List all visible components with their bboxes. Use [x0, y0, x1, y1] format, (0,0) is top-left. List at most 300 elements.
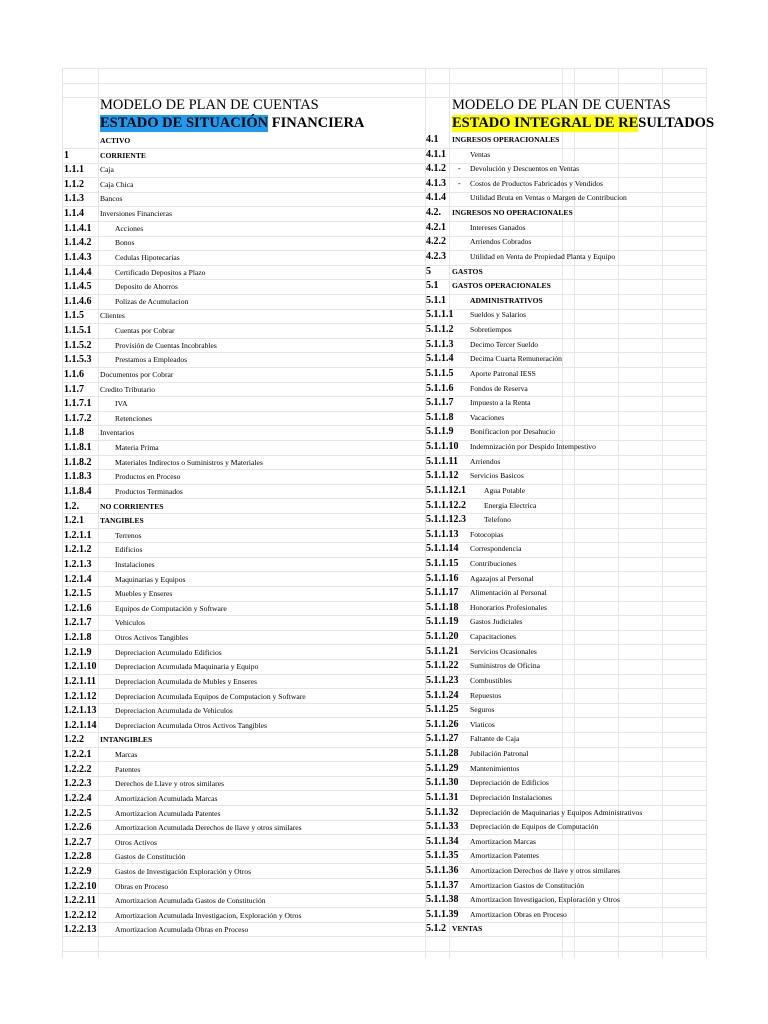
- account-label: Depreciacion Acumulada de Vehiculos: [115, 706, 233, 716]
- left-account-row: [64, 836, 424, 851]
- account-label: Cuentas por Cobrar: [115, 326, 175, 336]
- account-code: 1.2.2.6: [64, 822, 92, 834]
- account-code: 5.1.1.29: [426, 762, 459, 774]
- account-label: NO CORRIENTES: [100, 501, 164, 511]
- account-label: Impuesto a la Renta: [470, 398, 531, 408]
- account-code: 5.1.1.20: [426, 631, 459, 643]
- account-code: 1.1.7.2: [64, 412, 92, 424]
- account-code: 1.1.4.2: [64, 237, 92, 249]
- right-account-row: [426, 279, 726, 294]
- account-code: 5.1.2: [426, 923, 446, 935]
- left-account-row: [64, 807, 424, 822]
- account-code: 5.1.1.17: [426, 587, 459, 599]
- account-label: Jubilación Patronal: [470, 749, 529, 759]
- account-label: Combustibles: [470, 675, 512, 685]
- account-label: INGRESOS OPERACIONALES: [452, 135, 560, 144]
- right-account-row: [426, 382, 726, 397]
- left-title: [100, 97, 319, 114]
- left-account-row: [64, 456, 424, 471]
- left-account-row: [64, 485, 424, 500]
- account-label: GASTOS: [452, 266, 483, 276]
- account-label: Productos Terminados: [115, 486, 183, 496]
- account-code: 1.1.8.2: [64, 456, 92, 468]
- right-account-row: [426, 177, 726, 192]
- account-code: 1.1.8: [64, 427, 84, 439]
- account-label: Amortizacion Marcas: [470, 836, 536, 846]
- account-code: 1.2.1.5: [64, 588, 92, 600]
- left-account-row: [64, 880, 424, 895]
- account-code: 5.1.1.12.3: [426, 514, 466, 526]
- left-account-row: [64, 675, 424, 690]
- account-label: Decima Cuarta Remuneración: [470, 354, 562, 364]
- account-label: Intereses Ganados: [470, 222, 526, 232]
- account-label: Bonificacion por Desahucio: [470, 427, 556, 437]
- right-account-row: [426, 630, 726, 645]
- right-subtitle-highlight-text: ESTADO INTEGRAL DE RE: [452, 115, 639, 131]
- right-account-row: [426, 499, 726, 514]
- account-label: VENTAS: [452, 924, 483, 934]
- account-code: 1.1.2: [64, 178, 84, 190]
- left-subtitle-highlight: [100, 115, 268, 132]
- account-label: Productos en Proceso: [115, 472, 181, 482]
- account-code: 5.1.1.15: [426, 557, 459, 569]
- left-title-text: MODELO DE PLAN DE CUENTAS: [100, 97, 319, 113]
- account-code: 5.1.1.33: [426, 821, 459, 833]
- left-account-row: [64, 383, 424, 398]
- account-code: 1.2.2.8: [64, 851, 92, 863]
- account-label: Clientes: [100, 311, 125, 321]
- account-label: Amortizacion Investigacion, Exploración y Otros: [470, 895, 620, 905]
- account-label: CORRIENTE: [100, 150, 146, 160]
- left-account-row: [64, 236, 424, 251]
- account-code: 1.2.1.13: [64, 705, 97, 717]
- account-code: 1.2.1: [64, 515, 84, 527]
- account-code: 5.1.1.37: [426, 879, 459, 891]
- account-label: Depreciación de Maquinarias y Equipos Administrativos: [470, 807, 643, 817]
- left-account-row: [64, 660, 424, 675]
- account-label: Equipos de Computación y Software: [115, 603, 227, 613]
- left-subtitle-highlight-text: ESTADO DE SITUACIÓN: [100, 115, 269, 131]
- account-code: 1.1.1: [64, 164, 84, 176]
- account-label: Amortizacion Acumulada Obras en Proceso: [115, 925, 249, 935]
- right-account-row: [426, 820, 726, 835]
- left-account-row: [64, 690, 424, 705]
- left-account-row: [64, 163, 424, 178]
- right-account-row: [426, 776, 726, 791]
- left-account-row: [64, 777, 424, 792]
- account-label: Amortizacion Derechos de llave y otros similares: [470, 866, 621, 875]
- right-account-row: [426, 849, 726, 864]
- right-account-row: [426, 425, 726, 440]
- account-code: 1.1.5.1: [64, 325, 92, 337]
- right-account-row: [426, 148, 726, 163]
- account-label: Utilidad Bruta en Ventas o Margen de Contribucion: [470, 193, 627, 203]
- right-account-row: [426, 352, 726, 367]
- right-account-row: [426, 542, 726, 557]
- left-account-row: [64, 558, 424, 573]
- right-account-row: [426, 367, 726, 382]
- account-label: Vacaciones: [470, 412, 505, 422]
- account-code: 1.2.1.11: [64, 675, 96, 687]
- gridline-horizontal: [62, 68, 706, 69]
- account-code: 5.1.1.27: [426, 733, 459, 745]
- account-code: 5.1.1.6: [426, 382, 454, 394]
- account-label: Indemnización por Despido Intempestivo: [470, 442, 596, 452]
- account-label: Certificado Depositos a Plazo: [115, 267, 206, 277]
- account-code: 1.2.1.7: [64, 617, 92, 629]
- account-label: Patentes: [115, 764, 141, 774]
- account-code: 1.2.1.14: [64, 719, 97, 731]
- right-title-text: MODELO DE PLAN DE CUENTAS: [452, 97, 671, 113]
- account-label: Caja: [100, 165, 114, 175]
- account-label: IVA: [115, 399, 128, 409]
- account-label: Caja Chica: [100, 179, 134, 189]
- account-code: 5.1.1.18: [426, 601, 459, 613]
- right-account-row: [426, 411, 726, 426]
- account-code: 1.2.2.4: [64, 792, 92, 804]
- account-label: Contribuciones: [470, 558, 517, 568]
- left-account-row: [64, 295, 424, 310]
- account-code: 1.1.8.3: [64, 471, 92, 483]
- right-account-row: [426, 221, 726, 236]
- account-label: Derechos de Llave y otros similares: [115, 779, 225, 789]
- right-account-row: [426, 484, 726, 499]
- account-label: Vehiculos: [115, 618, 145, 628]
- account-code: 5.1.1.21: [426, 645, 459, 657]
- right-account-row: [426, 615, 726, 630]
- right-account-row: [426, 762, 726, 777]
- account-label: Honorarios Profesionales: [470, 602, 547, 612]
- account-code: 1.2.1.3: [64, 558, 92, 570]
- account-label: Bonos: [115, 238, 135, 248]
- account-label: Gastos de Investigación Exploración y Otros: [115, 867, 252, 876]
- right-account-row: [426, 703, 726, 718]
- left-account-row: [64, 646, 424, 661]
- account-code: 5.1.1.7: [426, 397, 454, 409]
- account-code: 5.1.1.31: [426, 791, 459, 803]
- account-code: 5.1.1.4: [426, 353, 454, 365]
- account-label: Decimo Tercer Sueldo: [470, 339, 539, 349]
- right-account-row: [426, 513, 726, 528]
- account-label: Provisión de Cuentas Incobrables: [115, 340, 217, 350]
- right-account-row: [426, 308, 726, 323]
- account-label: Devolución y Descuentos en Ventas: [470, 164, 580, 174]
- left-account-row: [64, 514, 424, 529]
- account-label: Maquinarias y Equipos: [115, 574, 186, 584]
- account-code: 4.1.4: [426, 192, 446, 204]
- right-title: [452, 97, 671, 114]
- account-code: 1.1.6: [64, 368, 84, 380]
- account-code: 5.1.1.11: [426, 455, 458, 467]
- right-account-row: [426, 250, 726, 265]
- account-code: 5.1.1.39: [426, 908, 459, 920]
- account-code: 1.1.8.4: [64, 485, 92, 497]
- account-code: 1.2.2.9: [64, 866, 92, 877]
- left-account-row: [64, 923, 424, 938]
- left-account-row: [64, 719, 424, 734]
- right-account-row: [426, 879, 726, 894]
- account-label: Otros Activos Tangibles: [115, 633, 189, 643]
- right-account-row: [426, 922, 726, 937]
- right-account-row: [426, 440, 726, 455]
- right-account-row: [426, 659, 726, 674]
- right-account-row: [426, 835, 726, 850]
- account-code: 5.1.1.12.1: [426, 484, 466, 496]
- account-code: 5.1.1.32: [426, 806, 459, 818]
- left-account-row: [64, 426, 424, 441]
- account-label: Agazajos al Personal: [470, 573, 534, 583]
- right-account-row: [426, 806, 726, 821]
- right-account-row: [426, 396, 726, 411]
- right-account-row: [426, 791, 726, 806]
- account-code: 5.1.1.3: [426, 338, 454, 350]
- account-code: 1.1.4.4: [64, 266, 92, 278]
- account-label: Documentos por Cobrar: [100, 369, 174, 379]
- left-account-row: [64, 397, 424, 412]
- left-subtitle: [100, 115, 364, 132]
- account-code: 4.1.1: [426, 148, 446, 160]
- account-label: Agua Potable: [484, 485, 526, 495]
- left-account-row: [64, 587, 424, 602]
- account-label: Fotocopias: [470, 529, 504, 539]
- account-code: 1.2.2.1: [64, 749, 92, 761]
- account-code: 5.1.1.2: [426, 324, 454, 336]
- left-account-row: [64, 733, 424, 748]
- account-code: 1.2.1.9: [64, 646, 92, 658]
- right-account-row: [426, 732, 726, 747]
- account-label: Edificios: [115, 545, 143, 555]
- right-account-row: [426, 206, 726, 221]
- right-account-row: [426, 235, 726, 250]
- gridline-horizontal: [62, 951, 706, 952]
- right-subtitle: [452, 115, 714, 132]
- right-account-row: [426, 572, 726, 587]
- account-code: 1: [64, 149, 69, 161]
- account-label: Materiales Indirectos o Suministros y Materiales: [115, 457, 263, 467]
- account-code: 1.2.2.2: [64, 763, 92, 775]
- right-account-row: [426, 265, 726, 280]
- dash-mark: -: [458, 164, 461, 174]
- left-account-row: [64, 280, 424, 295]
- account-label: Sobretiempos: [470, 325, 512, 335]
- right-subtitle-rest-text: SULTADOS: [638, 115, 715, 131]
- account-code: 1.1.5.3: [64, 354, 92, 366]
- account-label: Arriendos Cobrados: [470, 237, 532, 247]
- account-code: 1.1.4.5: [64, 281, 92, 293]
- right-account-row: [426, 601, 726, 616]
- left-account-row: [64, 543, 424, 558]
- account-code: 1.1.3: [64, 193, 84, 205]
- account-label: Correspondencia: [470, 544, 522, 554]
- right-account-row: [426, 864, 726, 879]
- account-label: Depreciacion Acumulada Otros Activos Tangibles: [115, 720, 268, 730]
- account-label: Gastos Judiciales: [470, 617, 523, 627]
- account-code: 5.1.1.5: [426, 367, 454, 379]
- account-label: Aporte Patronal IESS: [470, 368, 536, 378]
- left-account-row: [64, 631, 424, 646]
- left-account-row: [64, 792, 424, 807]
- account-label: Depreciación de Equipos de Computación: [470, 822, 599, 832]
- account-label: Depreciación Instalaciones: [470, 792, 553, 802]
- gridline-horizontal: [62, 83, 706, 84]
- right-account-row: [426, 674, 726, 689]
- account-label: Arriendos: [470, 456, 501, 466]
- left-account-row: [64, 909, 424, 924]
- account-label: Amortizacion Acumulada Derechos de llave y otros similares: [115, 823, 302, 833]
- account-label: Muebles y Enseres: [115, 589, 173, 599]
- left-account-row: [64, 529, 424, 544]
- account-label: GASTOS OPERACIONALES: [452, 281, 551, 291]
- right-account-row: [426, 689, 726, 704]
- left-account-row: [64, 134, 424, 149]
- left-account-row: [64, 894, 424, 909]
- account-label: Capacitaciones: [470, 632, 516, 642]
- account-code: 5.1.1.22: [426, 660, 459, 672]
- left-account-row: [64, 573, 424, 588]
- left-account-row: [64, 192, 424, 207]
- account-label: Ventas: [470, 149, 491, 159]
- account-code: 1.2.1.12: [64, 690, 97, 702]
- account-code: 1.2.1.1: [64, 529, 92, 541]
- left-account-row: [64, 251, 424, 266]
- account-code: 5.1.1: [426, 294, 446, 306]
- account-label: Sueldos y Salarios: [470, 310, 527, 320]
- account-code: 4.2.2: [426, 236, 446, 248]
- right-account-row: [426, 162, 726, 177]
- left-account-row: [64, 222, 424, 237]
- account-label: Depreciacion Acumulada de Mubles y Enseres: [115, 676, 257, 686]
- account-code: 5.1.1.10: [426, 441, 459, 453]
- account-label: Telefono: [484, 515, 511, 525]
- account-label: Amortizacion Acumulada Investigacion, Exploración y Otros: [115, 910, 302, 920]
- left-account-row: [64, 324, 424, 339]
- left-account-row: [64, 865, 424, 880]
- account-label: INTANGIBLES: [100, 735, 153, 745]
- account-code: 5.1.1.30: [426, 777, 459, 789]
- left-account-row: [64, 748, 424, 763]
- right-account-row: [426, 133, 726, 148]
- account-code: 1.1.4.1: [64, 222, 92, 234]
- account-label: Fondos de Reserva: [470, 383, 528, 393]
- account-label: Servicios Basicos: [470, 471, 524, 481]
- account-code: 5.1.1.36: [426, 865, 459, 876]
- account-label: Energia Electrica: [484, 500, 537, 510]
- account-code: 1.2.2: [64, 734, 84, 746]
- account-code: 1.1.5: [64, 310, 84, 322]
- account-code: 4.2.1: [426, 221, 446, 233]
- account-code: 4.1: [426, 134, 439, 145]
- account-code: 5.1.1.8: [426, 411, 454, 423]
- account-code: 5.1.1.24: [426, 689, 459, 701]
- right-account-row: [426, 294, 726, 309]
- left-account-row: [64, 149, 424, 164]
- account-code: 1.2.2.10: [64, 880, 97, 892]
- account-code: 5.1.1.25: [426, 704, 459, 716]
- account-code: 1.1.4.3: [64, 251, 92, 263]
- account-code: 5.1.1.19: [426, 616, 459, 628]
- left-account-row: [64, 500, 424, 515]
- account-label: Retenciones: [115, 413, 153, 423]
- account-label: Terrenos: [115, 530, 142, 540]
- account-label: Amortizacion Patentes: [470, 851, 539, 861]
- account-label: Amortizacion Acumulada Marcas: [115, 793, 218, 803]
- account-code: 1.2.2.13: [64, 924, 97, 936]
- account-label: Depreciacion Acumulado Edificios: [115, 647, 222, 657]
- left-account-row: [64, 368, 424, 383]
- account-code: 1.1.5.2: [64, 339, 92, 351]
- account-label: Bancos: [100, 194, 123, 204]
- account-label: ADMINISTRATIVOS: [470, 295, 543, 305]
- account-code: 1.2.2.12: [64, 909, 97, 921]
- account-label: Mantenimientos: [470, 763, 520, 773]
- account-label: Depreciacion Acumulada Maquinaria y Equipo: [115, 662, 259, 672]
- account-label: Depreciacion Acumulada Equipos de Computacion y Software: [115, 691, 306, 701]
- right-account-row: [426, 469, 726, 484]
- right-account-row: [426, 528, 726, 543]
- right-account-row: [426, 323, 726, 338]
- account-label: Credito Tributario: [100, 384, 156, 394]
- account-label: INGRESOS NO OPERACIONALES: [452, 208, 573, 218]
- account-code: 1.2.1.2: [64, 544, 92, 556]
- account-code: 4.2.3: [426, 250, 446, 262]
- account-code: 1.1.4: [64, 208, 84, 220]
- account-code: 5.1.1.16: [426, 572, 459, 584]
- account-label: Acciones: [115, 223, 144, 233]
- account-code: 1.2.2.3: [64, 778, 92, 790]
- left-account-row: [64, 412, 424, 427]
- account-label: Amortizacion Acumulada Patentes: [115, 808, 221, 818]
- account-label: Suministros de Oficina: [470, 661, 541, 671]
- account-label: Amortizacion Acumulada Gastos de Constitución: [115, 896, 266, 906]
- right-account-row: [426, 557, 726, 572]
- account-code: 5.1.1.1: [426, 309, 454, 321]
- account-label: Amortizacion Gastos de Constitución: [470, 880, 585, 890]
- account-code: 1.2.: [64, 500, 79, 512]
- account-label: Seguros: [470, 705, 495, 715]
- account-code: 1.2.1.8: [64, 632, 92, 644]
- left-account-row: [64, 178, 424, 193]
- account-label: Amortizacion Obras en Proceso: [470, 909, 567, 919]
- right-account-row: [426, 191, 726, 206]
- account-label: Cedulas Hipotecarias: [115, 252, 180, 262]
- account-code: 4.2.: [426, 207, 441, 219]
- left-account-row: [64, 353, 424, 368]
- left-account-row: [64, 821, 424, 836]
- left-account-row: [64, 207, 424, 222]
- account-label: Viaticos: [470, 719, 495, 729]
- account-code: 5.1.1.12: [426, 470, 459, 482]
- left-account-row: [64, 602, 424, 617]
- right-account-row: [426, 718, 726, 733]
- account-code: 1.1.7: [64, 383, 84, 395]
- left-account-row: [64, 763, 424, 778]
- account-code: 5.1.1.28: [426, 748, 459, 760]
- left-account-row: [64, 616, 424, 631]
- right-account-row: [426, 645, 726, 660]
- account-label: Materia Prima: [115, 443, 159, 453]
- account-label: Instalaciones: [115, 559, 155, 569]
- account-code: 1.2.1.6: [64, 602, 92, 614]
- left-account-row: [64, 704, 424, 719]
- account-code: 1.2.2.11: [64, 895, 96, 907]
- account-code: 1.2.2.5: [64, 807, 92, 819]
- account-label: Alimentación al Personal: [470, 588, 547, 598]
- left-account-row: [64, 339, 424, 354]
- account-label: Inventarios: [100, 428, 135, 438]
- account-label: Utilidad en Venta de Propiedad Planta y Equipo: [470, 251, 616, 261]
- account-label: Polizas de Acumulacion: [115, 296, 189, 306]
- account-label: Gastos de Constitución: [115, 852, 186, 862]
